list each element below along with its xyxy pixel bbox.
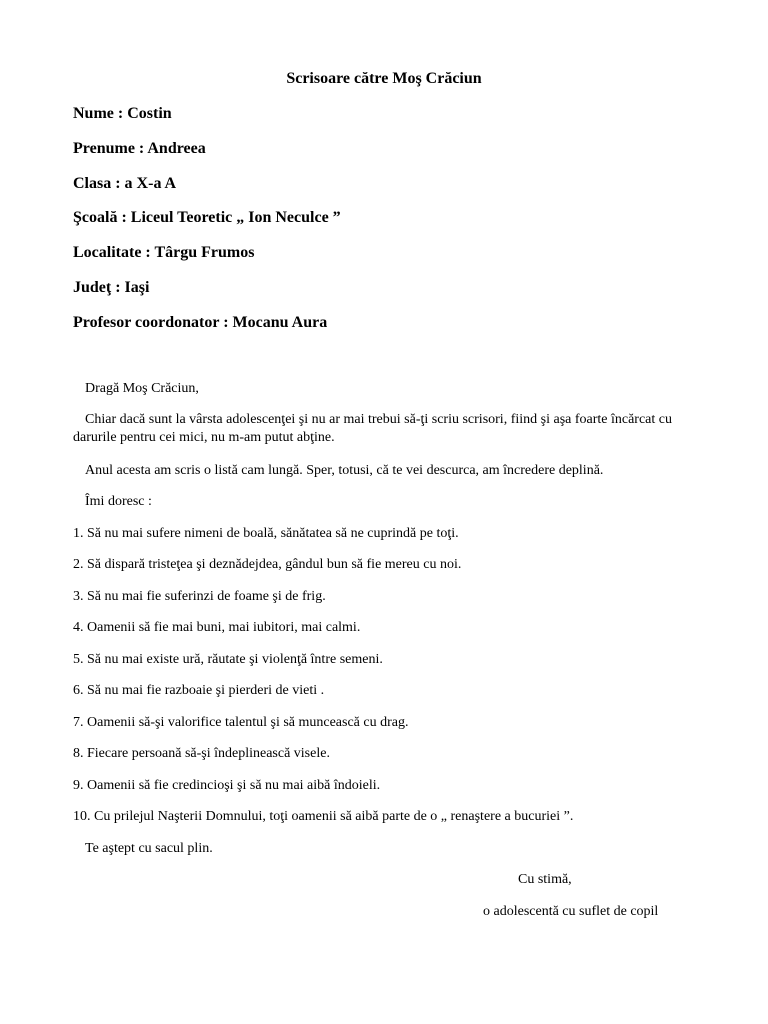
document-title: Scrisoare către Moş Crăciun	[286, 70, 482, 87]
wish-item: 4. Oamenii să fie mai buni, mai iubitori, mai calmi.	[73, 620, 361, 635]
field-judet: Judeţ : Iaşi	[73, 279, 150, 296]
field-nume: Nume : Costin	[73, 105, 172, 122]
closing-line: Te aştept cu sacul plin.	[85, 841, 213, 856]
wishes-intro: Îmi doresc :	[85, 494, 152, 509]
field-scoala: Şcoală : Liceul Teoretic „ Ion Neculce ”	[73, 209, 341, 226]
signature-regards: Cu stimă,	[518, 872, 572, 887]
wish-item: 2. Să dispară tristeţea şi deznădejdea, gândul bun să fie mereu cu noi.	[73, 557, 462, 572]
wish-item: 6. Să nu mai fie razboaie şi pierderi de vieti .	[73, 683, 325, 698]
wish-item: 5. Să nu mai existe ură, răutate şi violenţă între semeni.	[73, 652, 383, 667]
field-profesor: Profesor coordonator : Mocanu Aura	[73, 314, 328, 331]
greeting: Dragă Moş Crăciun,	[85, 381, 199, 396]
wish-item: 1. Să nu mai sufere nimeni de boală, sănătatea să ne cuprindă pe toţi.	[73, 526, 459, 541]
paragraph-2: Anul acesta am scris o listă cam lungă. Sper, totusi, că te vei descurca, am încredere deplină.	[85, 463, 604, 478]
field-clasa: Clasa : a X-a A	[73, 175, 177, 192]
wish-item: 10. Cu prilejul Naşterii Domnului, toţi oamenii să aibă parte de o „ renaştere a bucuriei ”.	[73, 809, 574, 824]
wish-item: 3. Să nu mai fie suferinzi de foame şi de frig.	[73, 589, 326, 604]
wish-item: 7. Oamenii să-şi valorifice talentul şi să muncească cu drag.	[73, 715, 409, 730]
signature-author: o adolescentă cu suflet de copil	[483, 904, 659, 919]
field-localitate: Localitate : Târgu Frumos	[73, 244, 255, 261]
wish-item: 9. Oamenii să fie credincioşi şi să nu mai aibă îndoieli.	[73, 778, 381, 793]
wish-item: 8. Fiecare persoană să-şi îndeplinească visele.	[73, 746, 330, 761]
paragraph-1: Chiar dacă sunt la vârsta adolescenţei şi nu ar mai trebui să-ţi scriu scrisori, fiind şi aşa foarte încărcat cu darurile pentru cei mici, nu m-am putut abţine.	[73, 412, 673, 445]
field-prenume: Prenume : Andreea	[73, 140, 206, 157]
